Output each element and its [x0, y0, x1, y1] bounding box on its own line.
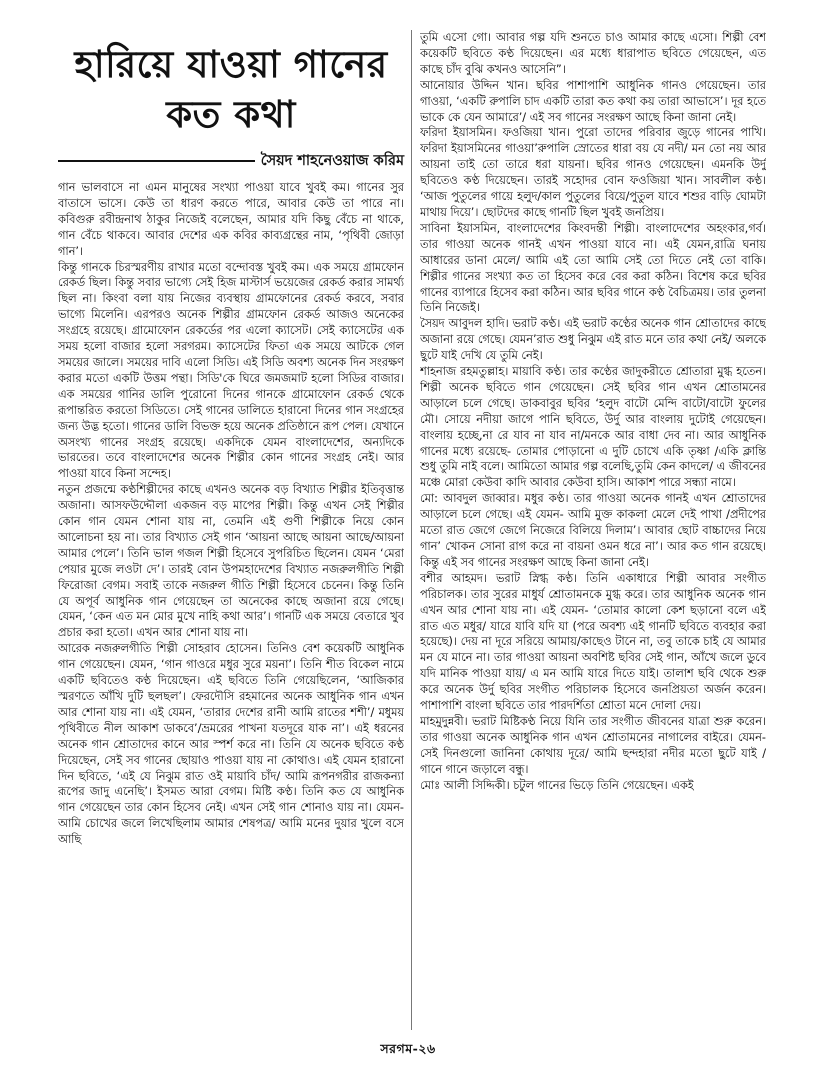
paragraph: তুমি এসো গো। আবার গল্প যদি শুনতে চাও আমার কাছে এসো। শিল্পী বেশ কয়েকটি ছবিতে কণ্ঠ দিয়েছেন। এর মধ্যে ধারাপাত ছবিতে গেয়েছেন, এত কাছে চাঁদ বুঝি কখনও আসেনি”। [420, 31, 766, 76]
page-footer: সরগম-২৬ [380, 1041, 436, 1056]
paragraph: বশীর আহমদ। ভরাট স্নিগ্ধ কণ্ঠ। তিনি একাধারে শিল্পী আবার সংগীত পরিচালক। তার সুরের মাধুর্য শ্রোতামনকে মুগ্ধ করে। তার আধুনিক অনেক গান এখন আর শোনা যায় না। এই যেমন- ‘তোমার কালো কেশ ছড়ানো বলে এই রাত এত মধুর/ যারে যাবি যদি যা (পরে অবশ্য এই গানটি ছবিতে ব্যবহার করা হয়েছে)। দেয় না দূরে সরিয়ে আমায়/কাছেও টানে না, তবু তাকে চাই যে আমার মন যে মানে না। তার গাওয়া আয়না অবশিষ্ট ছবির সেই গান, আঁখে জলে ডুবে যদি মানিক পাওয়া যায়/ এ মন আমি যারে দিতে যাই। তালাশ ছবি থেকে শুরু করে অনেক উর্দু ছবির সংগীত পরিচালক হিসেবে জনপ্রিয়তা অর্জন করেন। পাশাপাশি বাংলা ছবিতে তার পারদর্শিতা শ্রোতা মনে দোলা দেয়। [420, 571, 766, 713]
paragraph: আনোয়ার উদ্দিন খান। ছবির পাশাপাশি আধুনিক গানও গেয়েছেন। তার গাওয়া, ‘একটি রুপালি চাদ একটি তারা কত কথা কয় তারা আভাসে’। দূর হতে ভাকে কে যেন আমারে’/ এই সব গানের সংরক্ষণ আছে কিনা জানা নেই। [420, 78, 766, 124]
article-title-line-2: কত কথা [166, 93, 296, 136]
article-title [58, 40, 404, 140]
paragraph: মাহমুদুন্নবী। ভরাট মিষ্টিকণ্ঠ নিয়ে যিনি তার সংগীত জীবনের যাত্রা শুরু করেন। তার গাওয়া অনেক আধুনিক গান এখন শ্রোতামনের নাগালের বাইরে। যেমন- সেই দিনগুলো জানিনা কোথায় দূরে/ আমি ছন্দহারা নদীর মতো ছুটে যাই / গানে গানে জড়ালে বন্ধু। [420, 714, 766, 776]
paragraph: সৈয়দ আবুদল হাদি। ভরাট কণ্ঠ। এই ভরাট কণ্ঠের অনেক গান শ্রোতাদের কাছে অজানা রয়ে গেছে। যেমন’রাত শুধু নিঝুম এই রাত মনে তার কথা নেই/ অলকে ছুটে যাই দেখি যে তুমি নেই। [420, 317, 766, 363]
paragraph: গান ভালবাসে না এমন মানুষের সংখ্যা পাওয়া যাবে খুবই কম। গানের সুর বাতাসে ভাসে। কেউ তা ধারণ করতে পারে, আবার কেউ তা পারে না। কবিগুরু রবীন্দ্রনাথ ঠাকুর নিজেই বলেছেন, আমার যদি কিছু বেঁচে না থাকে, গান বেঁচে থাকবে। আবার দেশের এক কবির কাব্যগ্রন্থের নাম, ‘পৃথিবী জোড়া গান’। [58, 181, 404, 258]
left-column [58, 180, 404, 1040]
column-divider [411, 30, 412, 1030]
paragraph: নতুন প্রজন্মে কণ্ঠশিল্পীদের কাছে এখনও অনেক বড় বিখ্যাত শিল্পীর ইতিবৃত্তান্ত অজানা। আসফউদ্দৌলা একজন বড় মাপের শিল্পী। কিন্তু এখন সেই শিল্পীর কোন গান যেমন শোনা যায় না, তেমনি এই গুণী শিল্পীকে নিয়ে কোন আলোচনা হয় না। তার বিখ্যাত সেই গান ‘আয়না আছে আয়না আছে/আয়না আমার পেলে’। তিনি ভাল গজল শিল্পী হিসেবে সুপরিচিত ছিলেন। যেমন ‘মেরা পেয়ার মুজে লওটা দে’। তারই বোন উপমহাদেশের বিখ্যাত নজরুলগীতি শিল্পী ফিরোজা বেগম। সবাই তাকে নজরুল গীতি শিল্পী হিসেবে চেনেন। কিন্তু তিনি যে অপূর্ব আধুনিক গান গেয়েছেন তা অনেকের কাছে অজানা রয়ে গেছে। যেমন, ‘কেন এত মন মোর মুখে নাহি কথা আর’। গানটি এক সময়ে বেতারে খুব প্রচার করা হতো। এখন আর শোনা যায় না। [58, 483, 404, 640]
article-title-block [58, 40, 404, 140]
author-byline: সৈয়দ শাহনেওয়াজ করিম [260, 153, 404, 169]
paragraph: সাবিনা ইয়াসমিন, বাংলাদেশের কিংবদন্তী শিল্পী। বাংলাদেশের অহংকার,গর্ব। তার গাওয়া অনেক গানই এখন পাওয়া যাবে না। এই যেমন,রাত্রি ঘনায় আধারের ডানা মেলে/ আমি এই তো আমি সেই তো দিতে নেই তো বাকি। শিল্পীর গানের সংখ্যা কত তা হিসেব করে বের করা কঠিন। বিশেষ করে ছবির গানের ব্যাপারে হিসেব করা কঠিন। আর ছবির গানে কণ্ঠ বৈচিত্রময়। তার তুলনা তিনি নিজেই। [420, 221, 766, 315]
paragraph: ফরিদা ইয়াসমিন। ফওজিয়া খান। পুরো তাদের পরিবার জুড়ে গানের পাখি। ফরিদা ইয়াসমিনের গাওয়া’রুপালি স্রোতের ধারা বয় যে নদী/ মন তো নয় আর আয়না তাই তো তারে ধরা যায়না। ছবির গানও গেয়েছেন। এমনকি উর্দু ছবিতেও কণ্ঠ দিয়েছেন। তারই সহোদর বোন ফওজিয়া খান। সাবলীল কণ্ঠ। ‘আজ পুতুলের গায়ে হলুদ/কাল পুতুলের বিয়ে/পুতুল যাবে শশুর বাড়ি ঘোমটা মাথায় দিয়ে’। ছোটদের কাছে গানটি ছিল খুবই জনপ্রিয়। [420, 126, 766, 219]
byline-row [58, 151, 404, 171]
paragraph: শাহনাজ রহমতুল্লাহ। মায়াবি কণ্ঠ। তার কণ্ঠের জাদুকরীতে শ্রোতারা মুগ্ধ হতেন। শিল্পী অনেক ছবিতে গান গেয়েছেন। সেই ছবির গান এখন শ্রোতামনের আড়ালে চলে গেছে। ডাকবাবুর ছবির ‘হলুদ বাটো মেন্দি বাটো/বাটো ফুলের মৌ। সোয়ে নদীয়া জাগে পানি ছবিতে, উর্দু আর বাংলায় দুটোই গেয়েছেন। বাংলায় হচ্ছে,না রে যাব না যাব না/মনকে আর বাধা দেব না। আর আধুনিক গানের মধ্যে রয়েছে- তোমার পোড়ানো এ দুটি চোখে একি তৃষ্ণা /একি ক্লান্তি শুধু তুমি নাই বলে। আমিতো আমার গল্প বলেছি,তুমি কেন কাদলে/ এ জীবনের মঞ্চে মোরা কেউবা কাদি আবার কেউবা হাসি। আকাশ পারে সন্ধ্যা নামে। [420, 365, 766, 490]
paragraph: মো: আবদুল জাব্বার। মধুর কণ্ঠ। তার গাওয়া অনেক গানই এখন শ্রোতাদের আড়ালে চলে গেছে। এই যেমন- আমি মুক্ত কাকলা মেলে দেই পাখা /প্রদীপের মতো রাত জেগে জেগে নিজেরে বিলিয়ে দিলাম’। আবার ছোট বাচ্চাদের নিয়ে গান’ খোকন সোনা রাগ করে না বায়না ওমন ধরে না’। আর কত গান রয়েছে। কিন্তু এই সব গানের সংরক্ষণ আছে কিনা জানা নেই। [420, 492, 766, 569]
paragraph: আরেক নজরুলগীতি শিল্পী সোহরাব হোসেন। তিনিও বেশ কয়েকটি আধুনিক গান গেয়েছেন। যেমন, ‘গান গাওরে মধুর সুরে ময়না’। তিনি শীত বিকেল নামে একটি ছবিতেও কণ্ঠ দিয়েছেন। এই ছবিতে তিনি গেয়েছিলেন, ‘আজিকার স্মরণতে আঁখি দুটি ছলছল’। ফেরদৌসি রহমানের অনেক আধুনিক গান এখন আর শোনা যায় না। এই যেমন, ‘তারার দেশের রানী আমি রাতের শশী’/ মধুময় পৃথিবীতে নীল আকাশ ডাকবে’/ভ্রমরের পাখনা যতদূরে যাক না’। এই ধরনের অনেক গান শ্রোতাদের কানে আর স্পর্শ করে না। তিনি যে অনেক ছবিতে কণ্ঠ দিয়েছেন, সেই সব গানের ছোয়াও পাওয়া যায় না কোথাও। এই যেমন হারানো দিন ছবিতে, ‘এই যে নিঝুম রাত ওই মায়াবি চাঁদ/ আমি রূপনগরীর রাজকন্যা রূপের জাদু এনেছি’। ইসমত আরা বেগম। মিষ্টি কণ্ঠ। তিনি কত যে আধুনিক গান গেয়েছেন তার কোন হিসেব নেই। এখন সেই গান শোনাও যায় না। যেমন- আমি চোখের জলে লিখেছিলাম আমার শেষপত্র/ আমি মনের দুয়ার খুলে বসে আছি [58, 642, 404, 847]
right-column [420, 30, 766, 1042]
paragraph: কিন্তু গানকে চিরস্মরণীয় রাখার মতো বন্দোবস্ত খুবই কম। এক সময়ে গ্রামফোন রেকর্ড ছিল। কিন্তু সবার ভাগ্যে সেই হিজ মাস্টার্স ভয়েজের রেকর্ড করার সামর্থ্য ছিল না। কিংবা বলা যায় নিজের ব্যবস্থায় গ্রামফোনের রেকর্ড করবে, সবার ভাগ্যে মিলেনি। এরপরও অনেক শিল্পীর গ্রামফোন রেকর্ড আজও অনেকের সংগ্রহে রয়েছে। গ্রামোফোন রেকর্ডের পর এলো ক্যাসেট। সেই ক্যাসেটের এক সময় হলো বাজার হলো সরগরম। ক্যাসেটের ফিতা এক সময়ে আটকে গেল সময়ের জালে। সময়ের দাবি এলো সিডি। এই সিডি অবশ্য অনেক দিন সংরক্ষণ করার মতো একটি উত্তম পন্থা। সিডি'কে ঘিরে জমজমাট হলো সিডির বাজার। এক সময়ের গানির ডালি পুরোনো দিনের গানকে গ্রামোফোন রেকর্ড থেকে রূপান্তরিত করতো সিডিতে। সেই গানের ডালিতে হারানো দিনের গান সংগ্রহের জন্য উদ্ভ হতো। গানের ডালি বিভক্ত হয়ে অনেক প্রতিষ্ঠানে রূপ পেল। যেখানে অসংখ্য গানের সংগ্রহ রয়েছে। একদিকে যেমন বাংলাদেশের, অন্যদিকে ভারতের। তবে বাংলাদেশের অনেক শিল্পীর কোন গানের সংগ্রহ নেই। আর পাওয়া যাবে কিনা সন্দেহ। [58, 260, 404, 481]
paragraph: মোঃ আলী সিদ্দিকী। চটুল গানের ভিড়ে তিনি গেয়েছেন। একই [420, 778, 694, 792]
byline-rule [58, 160, 255, 162]
article-title-line-1: হারিয়ে যাওয়া গানের [74, 43, 388, 86]
